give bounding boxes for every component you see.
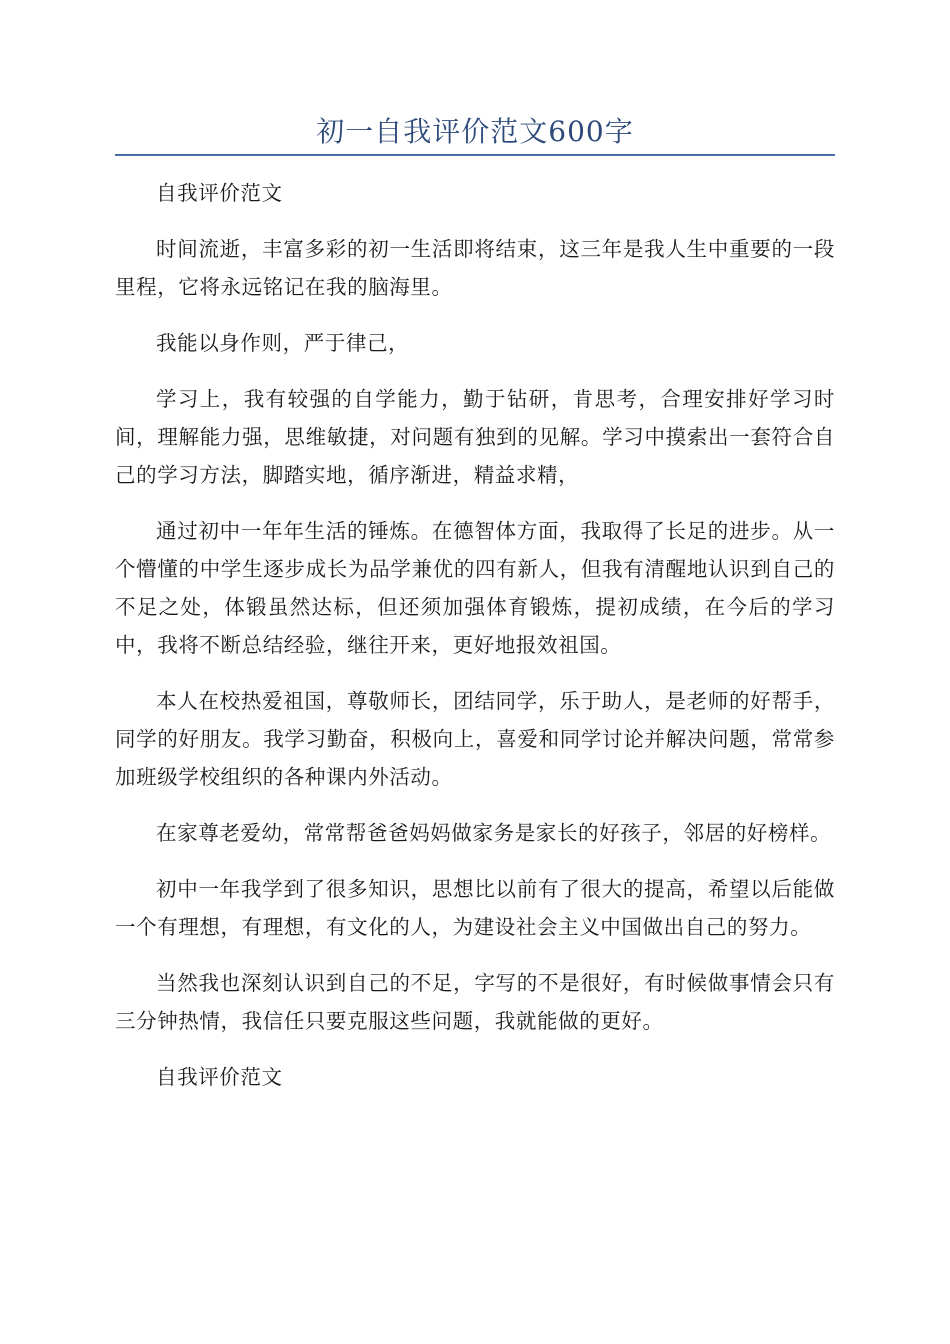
paragraph: 自我评价范文: [156, 1065, 283, 1089]
paragraph: 初中一年我学到了很多知识，思想比以前有了很大的提高，希望以后能做一个有理想，有理想，有文化的人，为建设社会主义中国做出自己的努力。: [115, 877, 835, 939]
paragraph: 本人在校热爱祖国，尊敬师长，团结同学，乐于助人，是老师的好帮手，同学的好朋友。我学习勤奋，积极向上，喜爱和同学讨论并解决问题，常常参加班级学校组织的各种课内外活动。: [115, 689, 835, 789]
paragraph: 自我评价范文: [156, 181, 283, 205]
paragraph: 时间流逝，丰富多彩的初一生活即将结束，这三年是我人生中重要的一段里程，它将永远铭记在我的脑海里。: [115, 237, 835, 299]
paragraph: 学习上，我有较强的自学能力，勤于钻研，肯思考，合理安排好学习时间，理解能力强，思维敏捷，对问题有独到的见解。学习中摸索出一套符合自己的学习方法，脚踏实地，循序渐进，精益求精，: [115, 387, 835, 487]
paragraph: 当然我也深刻认识到自己的不足，字写的不是很好，有时候做事情会只有三分钟热情，我信任只要克服这些问题，我就能做的更好。: [115, 971, 835, 1033]
paragraph: 在家尊老爱幼，常常帮爸爸妈妈做家务是家长的好孩子，邻居的好榜样。: [156, 821, 832, 845]
document-body: [115, 174, 835, 1114]
document-title: 初一自我评价范文600字: [316, 115, 634, 148]
title-underline: [115, 154, 835, 156]
paragraph: 通过初中一年年生活的锤炼。在德智体方面，我取得了长足的进步。从一个懵懂的中学生逐步成长为品学兼优的四有新人，但我有清醒地认识到自己的不足之处，体锻虽然达标，但还须加强体育锻炼，提初成绩，在今后的学习中，我将不断总结经验，继往开来，更好地报效祖国。: [115, 519, 835, 657]
paragraph: 我能以身作则，严于律己，: [156, 331, 410, 355]
